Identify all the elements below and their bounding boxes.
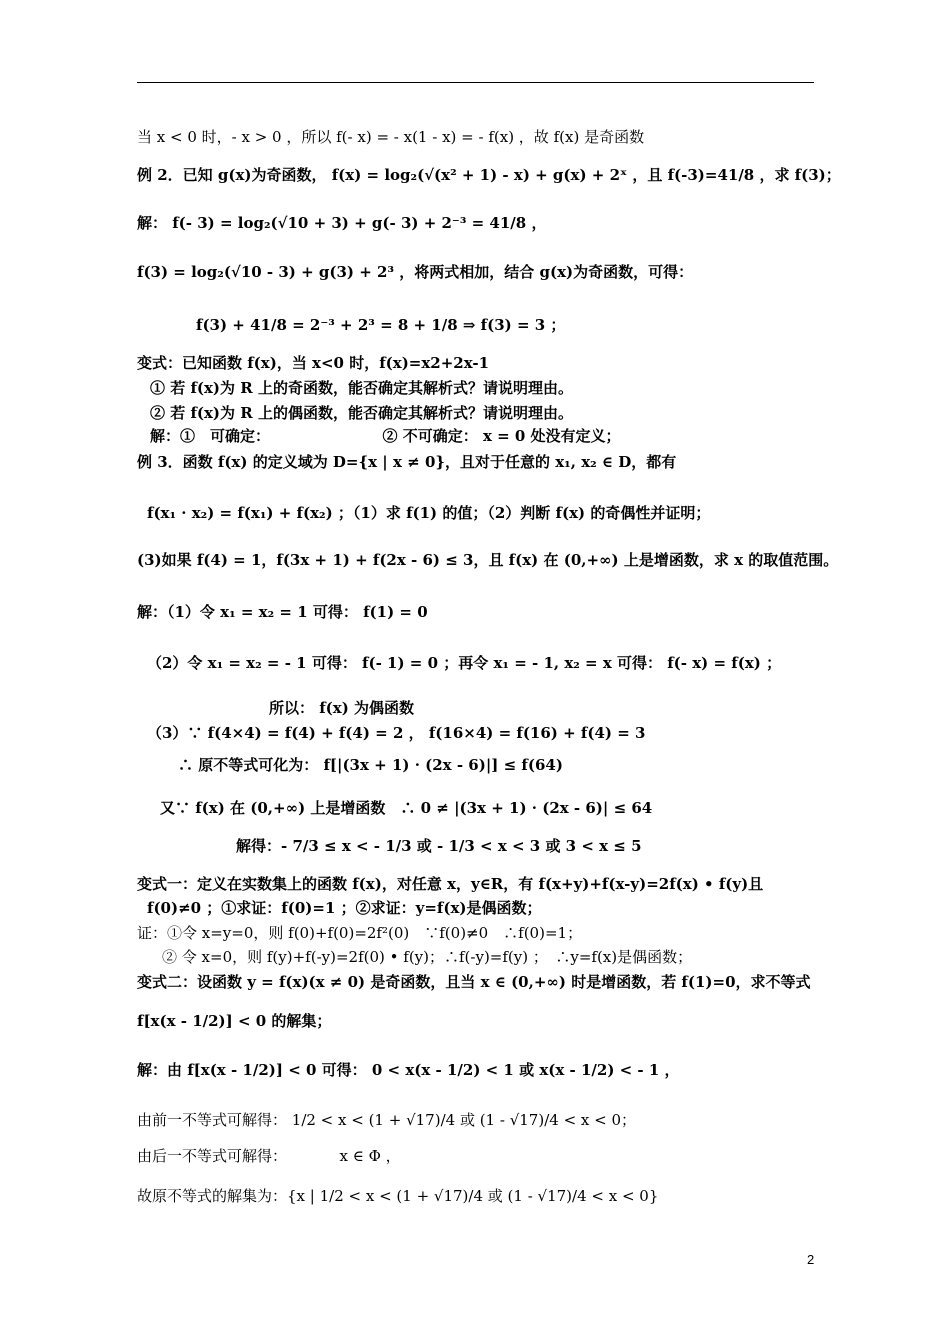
text-line: 变式一：定义在实数集上的函数 f(x)，对任意 x，y∈R，有 f(x+y)+f(x-y)=2f(x) • f(y)且 xyxy=(137,875,764,893)
text-line: (3)如果 f(4) = 1，f(3x + 1) + f(2x - 6) ≤ 3，且 f(x) 在 (0,+∞) 上是增函数，求 x 的取值范围。 xyxy=(137,551,839,569)
text-line: 证：①令 x=y=0，则 f(0)+f(0)=2f²(0) ∵f(0)≠0 ∴f(0)=1； xyxy=(137,924,583,942)
text-line: 例 2．已知 g(x)为奇函数， f(x) = log₂(√(x² + 1) - x) + g(x) + 2ˣ ，且 f(-3)=41/8 ，求 f(3)； xyxy=(137,166,841,184)
text-line: ② 令 x=0，则 f(y)+f(-y)=2f(0) • f(y)；∴f(-y)=f(y) ； ∴y=f(x)是偶函数； xyxy=(162,948,693,966)
text-line: 解： f(- 3) = log₂(√10 + 3) + g(- 3) + 2⁻³ = 41/8 ， xyxy=(137,214,547,232)
text-line: ② 若 f(x)为 R 上的偶函数，能否确定其解析式？请说明理由。 xyxy=(150,404,573,422)
text-line: 解得：- 7/3 ≤ x < - 1/3 或 - 1/3 < x < 3 或 3 < x ≤ 5 xyxy=(236,837,642,855)
text-line: 解：（1）令 x₁ = x₂ = 1 可得： f(1) = 0 xyxy=(137,603,428,621)
text-line: f(x₁ · x₂) = f(x₁) + f(x₂) ；（1）求 f(1) 的值；（2）判断 f(x) 的奇偶性并证明； xyxy=(147,504,711,522)
text-line: 变式：已知函数 f(x)，当 x<0 时，f(x)=x2+2x-1 xyxy=(137,354,490,372)
header-rule xyxy=(137,82,814,83)
text-line: 由后一不等式可解得： x ∈ Φ ， xyxy=(137,1147,401,1165)
text-line: （2）令 x₁ = x₂ = - 1 可得： f(- 1) = 0 ；再令 x₁ = - 1, x₂ = x 可得： f(- x) = f(x) ； xyxy=(147,654,782,672)
text-line: 解：① 可确定： ② 不可确定： x = 0 处没有定义； xyxy=(150,427,621,445)
text-line: 例 3．函数 f(x) 的定义域为 D={x | x ≠ 0}，且对于任意的 x₁, x₂ ∈ D，都有 xyxy=(137,453,677,471)
text-line: 又∵ f(x) 在 (0,+∞) 上是增函数 ∴ 0 ≠ |(3x + 1) · (2x - 6)| ≤ 64 xyxy=(160,799,653,817)
text-line: 当 x < 0 时，- x > 0 ，所以 f(- x) = - x(1 - x) = - f(x) ，故 f(x) 是奇函数 xyxy=(137,128,645,146)
text-line: 由前一不等式可解得： 1/2 < x < (1 + √17)/4 或 (1 - √17)/4 < x < 0； xyxy=(137,1111,637,1129)
text-line: f(0)≠0 ；①求证：f(0)=1 ；②求证：y=f(x)是偶函数； xyxy=(147,899,542,917)
text-line: 所以： f(x) 为偶函数 xyxy=(269,699,415,717)
text-line: 故原不等式的解集为：{x | 1/2 < x < (1 + √17)/4 或 (1 - √17)/4 < x < 0} xyxy=(137,1187,659,1205)
page-number: 2 xyxy=(807,1252,815,1267)
text-line: f[x(x - 1/2)] < 0 的解集； xyxy=(137,1012,332,1030)
text-line: ① 若 f(x)为 R 上的奇函数，能否确定其解析式？请说明理由。 xyxy=(150,379,573,397)
text-line: 解：由 f[x(x - 1/2)] < 0 可得： 0 < x(x - 1/2) < 1 或 x(x - 1/2) < - 1 ， xyxy=(137,1061,680,1079)
text-line: 变式二：设函数 y = f(x)(x ≠ 0) 是奇函数，且当 x ∈ (0,+∞) 时是增函数，若 f(1)=0，求不等式 xyxy=(137,973,811,991)
text-line: f(3) + 41/8 = 2⁻³ + 2³ = 8 + 1/8 ⇒ f(3) = 3 ； xyxy=(196,316,566,334)
text-line: （3）∵ f(4×4) = f(4) + f(4) = 2 ， f(16×4) = f(16) + f(4) = 3 xyxy=(147,724,646,742)
text-line: ∴ 原不等式可化为： f[|(3x + 1) · (2x - 6)|] ≤ f(64) xyxy=(178,756,563,774)
text-line: f(3) = log₂(√10 - 3) + g(3) + 2³ ，将两式相加，结合 g(x)为奇函数，可得： xyxy=(137,263,694,281)
